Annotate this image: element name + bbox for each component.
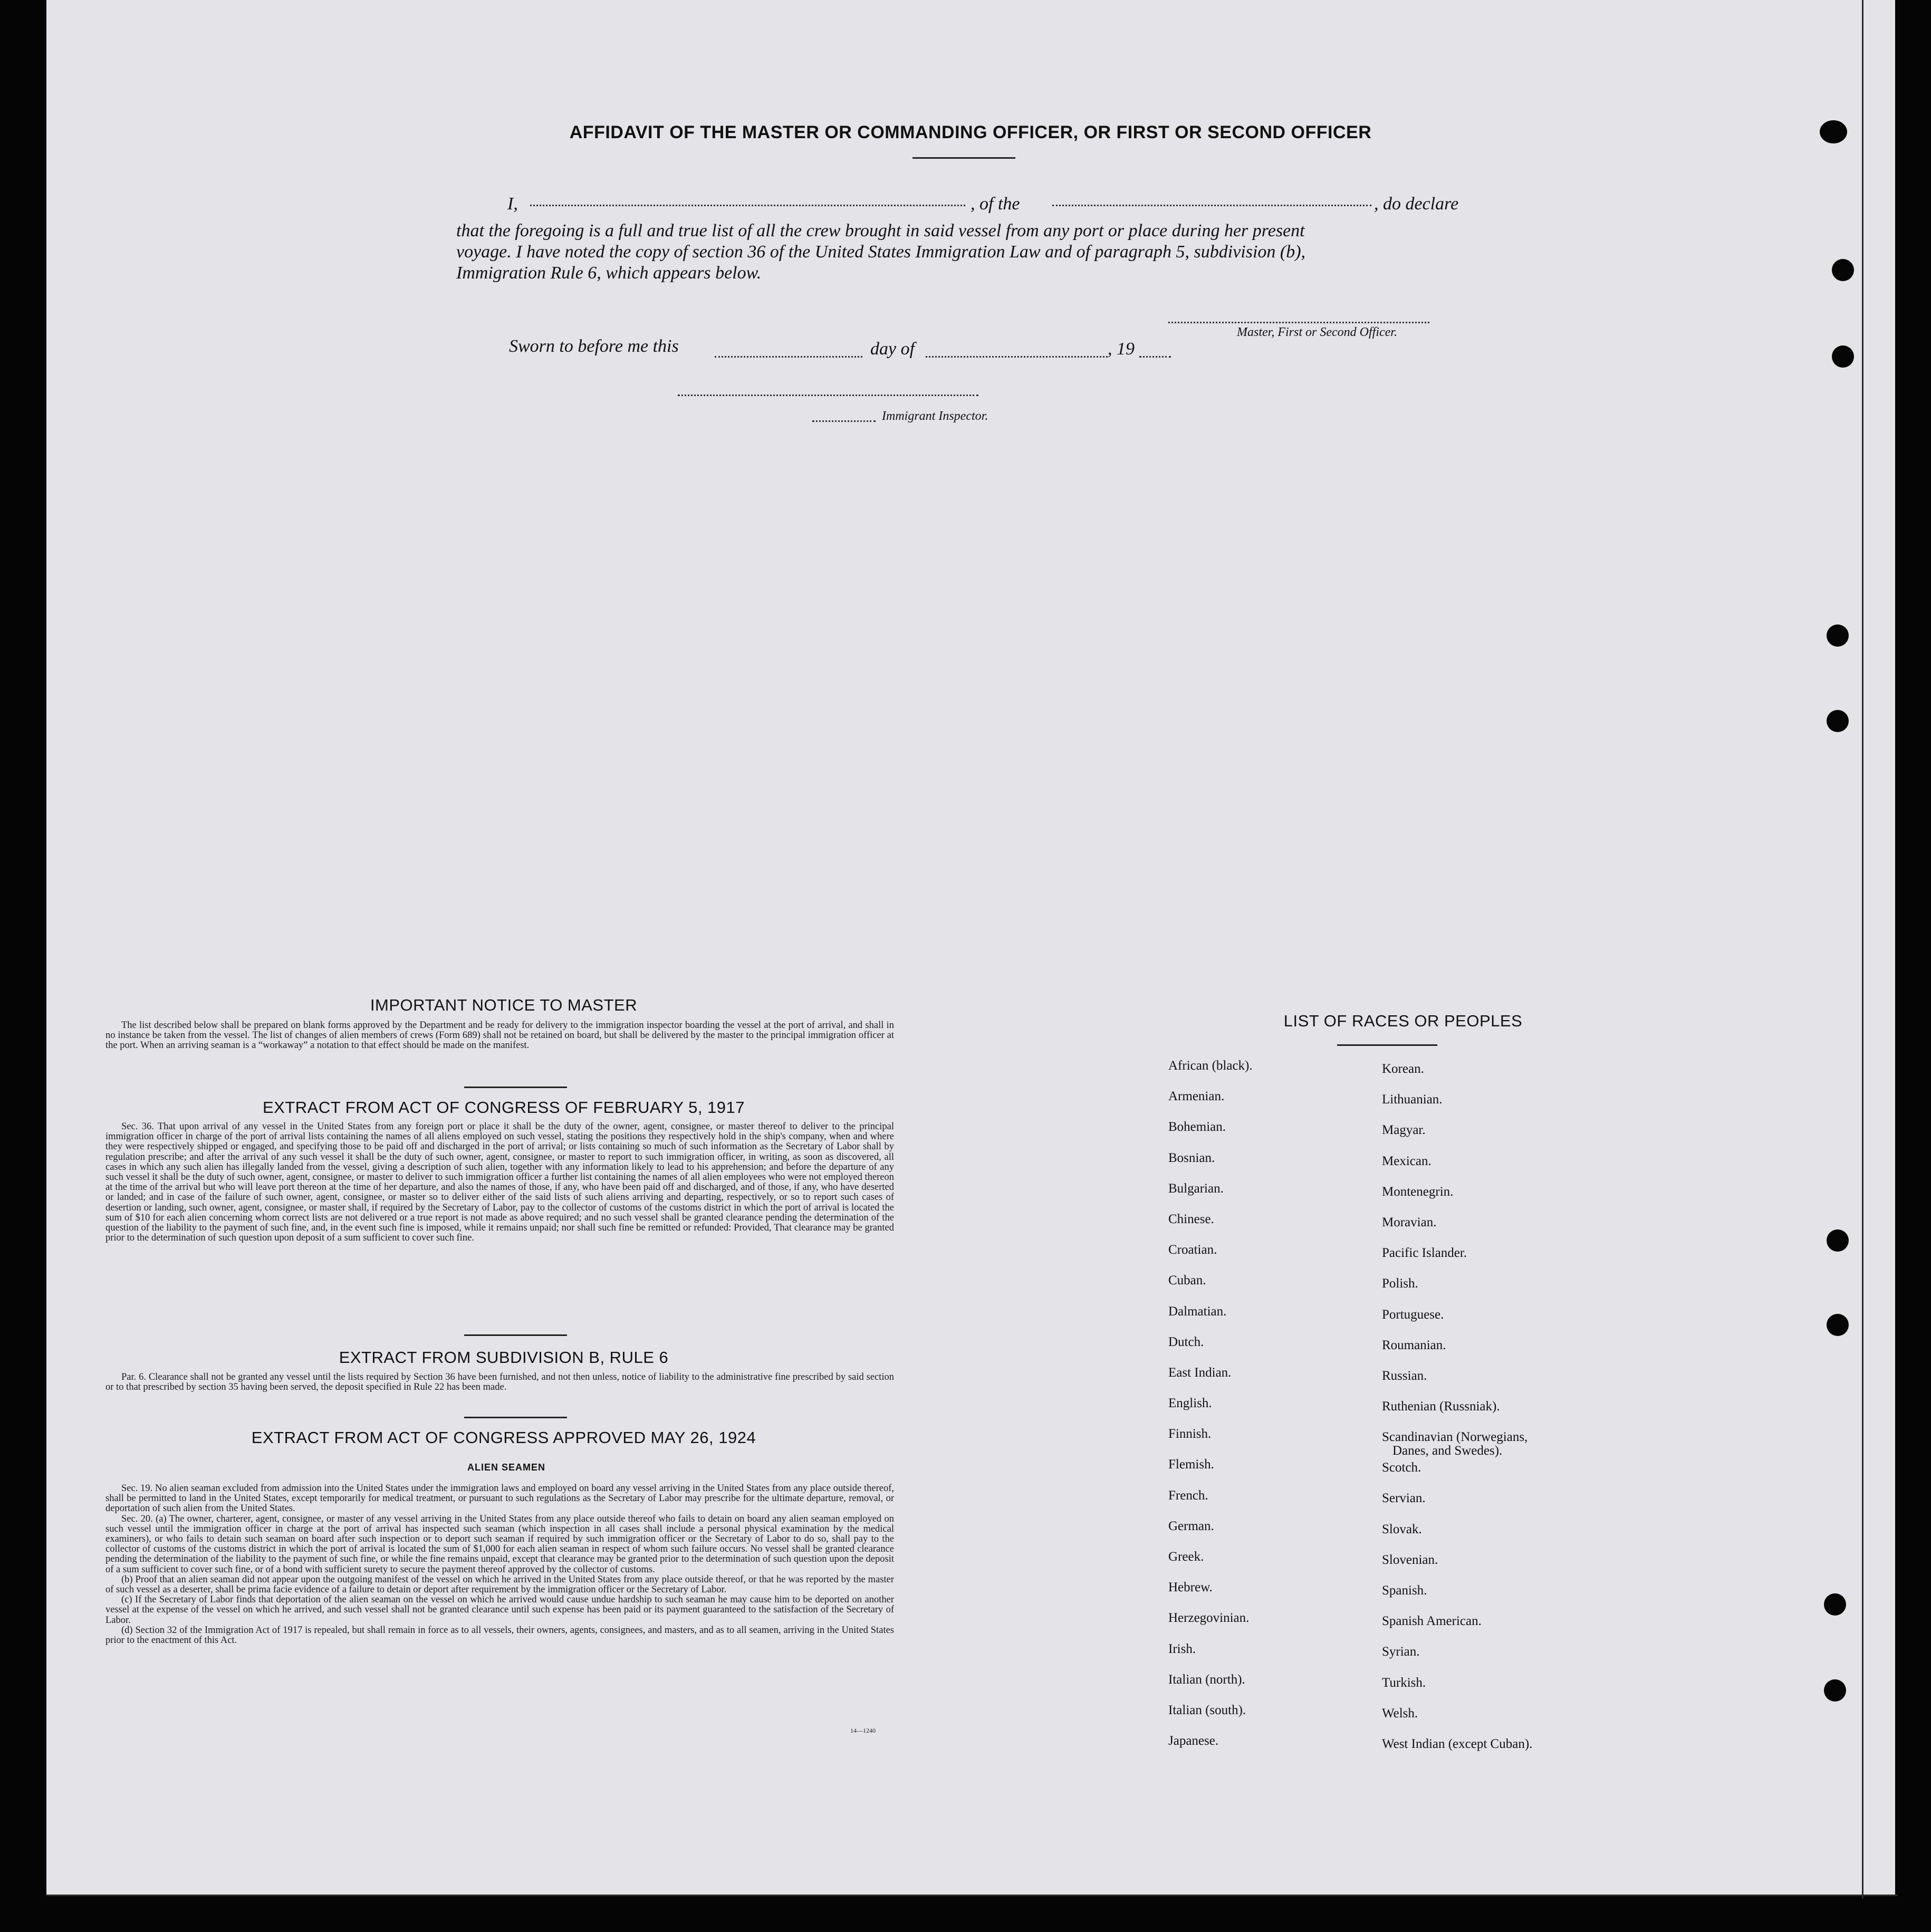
sworn-year-field[interactable] — [1139, 356, 1171, 358]
act-1924-subtitle: ALIEN SEAMEN — [467, 1462, 545, 1473]
affidavit-line-3: voyage. I have noted the copy of section 36 of the United States Immigration Law and of paragraph 5, subdivision (b), — [456, 242, 1306, 262]
sworn-year-label: , 19 — [1108, 339, 1135, 359]
race-list-item: Irish. — [1168, 1641, 1196, 1656]
race-list-item: African (black). — [1168, 1059, 1253, 1073]
punch-hole — [1820, 120, 1847, 143]
affidavit-line-2: that the foregoing is a full and true list of all the crew brought in said vessel from any port or place during her present — [456, 221, 1305, 241]
punch-hole — [1832, 259, 1854, 281]
act-1924-sec-20d: (d) Section 32 of the Immigration Act of 1917 is repealed, but shall remain in force as to all vessels, their owners, agents, consignees, and masters, and as to all seamen, arriving in the United States prior to the enactment of this Act. — [105, 1625, 894, 1646]
race-list-item: Scotch. — [1382, 1460, 1421, 1475]
act-1924-text — [105, 1484, 894, 1646]
race-list-item: Bosnian. — [1168, 1150, 1215, 1165]
vessel-label: , of the — [971, 194, 1020, 214]
act-1924-title: EXTRACT FROM ACT OF CONGRESS APPROVED MAY 26, 1924 — [251, 1428, 756, 1447]
sworn-day-field[interactable] — [715, 356, 862, 358]
sworn-day-label: day of — [870, 339, 915, 359]
race-list-item: Hebrew. — [1168, 1580, 1213, 1595]
vessel-name-field[interactable] — [1052, 205, 1371, 206]
act-1917-title: EXTRACT FROM ACT OF CONGRESS OF FEBRUARY 5, 1917 — [262, 1098, 745, 1117]
notice-title: IMPORTANT NOTICE TO MASTER — [370, 996, 638, 1014]
race-list-item: Bohemian. — [1168, 1120, 1226, 1135]
race-list-item: German. — [1168, 1518, 1214, 1533]
race-list-item: Finnish. — [1168, 1427, 1212, 1441]
race-list-item: Syrian. — [1382, 1645, 1420, 1659]
race-list-item: Cuban. — [1168, 1273, 1206, 1288]
punch-hole — [1827, 710, 1849, 732]
rule-6-divider — [464, 1417, 567, 1418]
rule-6-text: Par. 6. Clearance shall not be granted any vessel until the lists required by Section 36 have been furnished, and not then unless, notice of liability to the administrative fine prescribed by said section or to that prescribed by section 35 having been served, the deposit specified in Rule 22 has been made. — [105, 1372, 894, 1393]
punch-hole — [1832, 345, 1854, 368]
race-list-item: Spanish. — [1382, 1583, 1427, 1598]
sworn-month-field[interactable] — [926, 356, 1108, 358]
race-list-item: Russian. — [1382, 1368, 1427, 1383]
race-list-item: Polish. — [1382, 1276, 1418, 1291]
race-list-item: Danes, and Swedes). — [1392, 1444, 1503, 1458]
race-list-item: Dalmatian. — [1168, 1304, 1227, 1319]
race-list-item: Armenian. — [1168, 1089, 1225, 1104]
race-list-item: Lithuanian. — [1382, 1092, 1443, 1107]
notice-divider — [464, 1087, 567, 1088]
punch-hole — [1824, 1593, 1846, 1616]
race-list-item: Dutch. — [1168, 1334, 1204, 1349]
affidavit-title: AFFIDAVIT OF THE MASTER OR COMMANDING OFFICER, OR FIRST OR SECOND OFFICER — [569, 122, 1372, 142]
race-list-item: Moravian. — [1382, 1215, 1437, 1229]
declarant-prefix: I, — [507, 194, 518, 214]
inspector-signature-field[interactable] — [678, 395, 978, 396]
races-right-column — [1382, 1061, 1532, 1767]
race-list-item: Slovak. — [1382, 1522, 1422, 1536]
races-left-column — [1168, 1058, 1253, 1764]
race-list-item: Pacific Islander. — [1382, 1246, 1467, 1261]
notice-text: The list described below shall be prepared on blank forms approved by the Department and be ready for delivery to the immigration inspector boarding the vessel at the port of arrival, and shall in no instance be taken from the vessel. The list of changes of alien members of crews (Form 689) shall not be retained on board, but shall be delivered by the master to the principal immigration officer at the port. When an arriving seaman is a “workaway” a notation to that effect should be made on the manifest. — [105, 1020, 894, 1051]
race-list-item: Portuguese. — [1382, 1307, 1444, 1322]
races-divider — [1337, 1044, 1437, 1046]
master-signature-label: Master, First or Second Officer. — [1237, 325, 1397, 339]
page-edge-right — [1862, 0, 1863, 1899]
act-1924-sec-20c: (c) If the Secretary of Labor finds that deportation of the alien seaman on the vessel on which he arrived would cause undue hardship to such seaman he may cause him to be deported on another vessel at the expense of the vessel on which he arrived, and such vessel shall not be granted clearance until such expense has been paid or its payment guaranteed to the satisfaction of the Secretary of Labor. — [105, 1594, 894, 1626]
act-1924-sec-20a: Sec. 20. (a) The owner, charterer, agent, consignee, or master of any vessel arriving in the United States from any place outside thereof who fails to detain on board any alien seaman employed on such vessel until the immigration officer in charge at the port of arrival has inspected such seaman (which inspection in all cases shall include a personal physical examination by the medical examiners), or who fails to detain such seaman on board after such inspection or to deport such seaman if required by such immigration officer or the Secretary of Labor to do so, shall pay to the collector of customs of the customs district in which the port of arrival is located the sum of $1,000 for each alien seaman in respect of whom such failure occurs. No vessel shall be granted clearance pending the determination of the liability to the payment of such fine, or while the fine remains unpaid, except that clearance may be granted prior to the determination of such question upon the deposit of a sum sufficient to cover such fine, or of a bond with sufficient surety to secure the payment thereof approved by the collector of customs. — [105, 1513, 894, 1575]
inspector-prefix-dots — [812, 420, 876, 422]
affidavit-line-4: Immigration Rule 6, which appears below. — [456, 263, 762, 283]
race-list-item: West Indian (except Cuban). — [1382, 1736, 1533, 1751]
punch-hole — [1824, 1679, 1846, 1702]
race-list-item: Korean. — [1382, 1062, 1424, 1076]
race-list-item: Scandinavian (Norwegians, — [1382, 1430, 1528, 1445]
punch-hole — [1827, 624, 1849, 647]
race-list-item: Flemish. — [1168, 1457, 1214, 1472]
rule-6-title: EXTRACT FROM SUBDIVISION B, RULE 6 — [339, 1348, 669, 1367]
race-list-item: Chinese. — [1168, 1212, 1214, 1226]
race-list-item: Ruthenian (Russniak). — [1382, 1399, 1500, 1414]
race-list-item: Spanish American. — [1382, 1614, 1482, 1629]
race-list-item: Roumanian. — [1382, 1338, 1446, 1352]
punch-hole — [1827, 1229, 1849, 1252]
race-list-item: Japanese. — [1168, 1734, 1219, 1748]
declare-label: , do declare — [1374, 194, 1459, 214]
race-list-item: Magyar. — [1382, 1123, 1426, 1138]
race-list-item: Herzegovinian. — [1168, 1611, 1250, 1626]
race-list-item: Servian. — [1382, 1491, 1426, 1506]
punch-hole — [1827, 1314, 1849, 1336]
race-list-item: Greek. — [1168, 1550, 1204, 1564]
form-number: 14—1240 — [850, 1727, 876, 1734]
act-1917-text: Sec. 36. That upon arrival of any vessel in the United States from any foreign port or place it shall be the duty of the owner, agent, consignee, or master thereof to deliver to the principal immigration officer in charge of the port of arrival lists containing the names of all aliens employed on such vessel, stating the positions they respectively hold in the ship's company, when and where they were respectively shipped or engaged, and specifying those to be paid off and discharged in the port of arrival; or lists containing so much of such information as the Secretary of Labor shall by regulation prescribe; and after the arrival of any such vessel it shall be the duty of such owner, agent, consignee, or master to report to such immigration officer, in writing, as soon as discovered, all cases in which any such alien has illegally landed from the vessel, giving a description of such alien, together with any information likely to lead to his apprehension; and before the departure of any such vessel it shall be the duty of such owner, agent, consignee, or master to deliver to such immigration officer a further list containing the names of all alien employees who were not employed thereon at the time of the arrival but who will leave port thereon at the time of her departure, and also the names of those, if any, who have been paid off and discharged, and of those, if any, who have deserted or landed; and in case of the failure of such owner, agent, consignee, or master so to deliver either of the said lists of such aliens arriving and departing, respectively, or so to report such cases of desertion or landing, such owner, agent, consignee, or master shall, if required by the Secretary of Labor, pay to the collector of customs of the customs district in which the port of arrival is located the sum of $10 for each alien concerning whom correct lists are not delivered or a true report is not made as above required; and no such vessel shall be granted clearance pending the determination of the question of the liability to the payment of such fine, and, in the event such fine is imposed, while it remains unpaid; nor shall such fine be remitted or refunded: Provided, That clearance may be granted prior to the determination of such question upon deposit of a sum sufficient to cover such fine. — [105, 1121, 894, 1244]
race-list-item: Croatian. — [1168, 1243, 1217, 1257]
act-1924-sec-19: Sec. 19. No alien seaman excluded from admission into the United States under the immigration laws and employed on board any vessel arriving in the United States from any place outside thereof, shall be permitted to land in the United States, except temporarily for medical treatment, or pursuant to such regulations as the Secretary of Labor may prescribe for the ultimate departure, removal, or deportation of such alien from the United States. — [105, 1483, 894, 1514]
inspector-label: Immigrant Inspector. — [882, 409, 988, 423]
race-list-item: Montenegrin. — [1382, 1184, 1454, 1199]
race-list-item: East Indian. — [1168, 1365, 1232, 1380]
race-list-item: French. — [1168, 1488, 1208, 1503]
act-1924-sec-20b: (b) Proof that an alien seaman did not appear upon the outgoing manifest of the vessel on which he arrived in the United States from any place outside thereof, or that he was reported by the master of such vessel as a deserter, shall be prima facie evidence of a failure to detain or deport after requirement by the immigration officer or the Secretary of Labor. — [105, 1574, 894, 1595]
races-title: LIST OF RACES OR PEOPLES — [1283, 1012, 1523, 1030]
sworn-label: Sworn to before me this — [509, 337, 679, 356]
race-list-item: Mexican. — [1382, 1154, 1432, 1168]
race-list-item: Italian (south). — [1168, 1703, 1246, 1717]
title-divider — [912, 157, 1015, 159]
race-list-item: Slovenian. — [1382, 1552, 1438, 1567]
act-1917-divider — [464, 1334, 567, 1336]
race-list-item: Bulgarian. — [1168, 1181, 1224, 1196]
page-edge-bottom — [46, 1895, 1898, 1896]
race-list-item: Turkish. — [1382, 1675, 1426, 1690]
race-list-item: English. — [1168, 1396, 1212, 1411]
declarant-name-field[interactable] — [530, 205, 965, 206]
race-list-item: Welsh. — [1382, 1706, 1418, 1720]
master-signature-field[interactable] — [1168, 322, 1429, 323]
race-list-item: Italian (north). — [1168, 1672, 1245, 1687]
